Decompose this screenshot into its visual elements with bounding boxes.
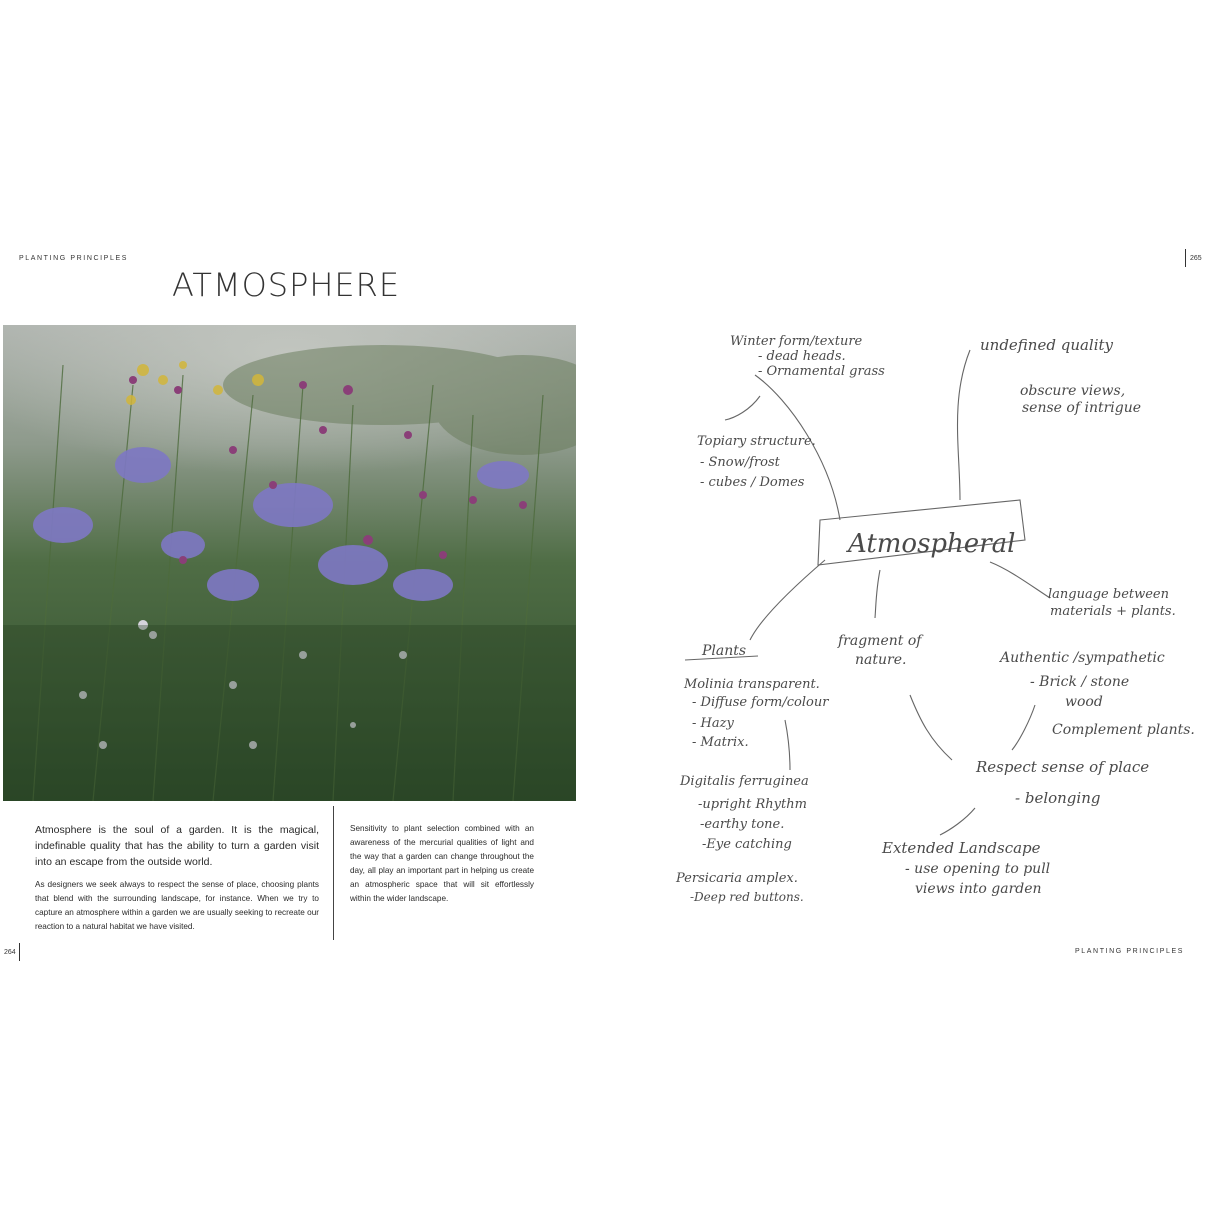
sketch-language: language between [1048,587,1169,602]
column-divider [333,806,334,940]
sketch-persicaria: Persicaria amplex. [676,871,798,886]
sketch-text: sense of intrigue [1022,400,1142,416]
page-title: ATMOSPHERE [172,266,401,304]
body-paragraph-3: Sensitivity to plant selection combined with an awareness of the mercurial qualities of light and the way that a garden can change throughout the day, all play an important part in helping us create an atmospheric space that will sit effortlessly within the wider landscape. [350,824,534,903]
folio-rule-right [1185,249,1186,267]
running-head-right: PLANTING PRINCIPLES [1075,948,1184,955]
sketch-text: - Diffuse form/colour [692,695,829,710]
sketch-text: - Ornamental grass [758,364,885,379]
sketch-text: - dead heads. [758,349,846,364]
garden-photo [3,325,576,801]
sketch-text: - use opening to pull [905,861,1051,877]
sketch-text: - Snow/frost [700,455,780,470]
sketch-text: wood [1065,694,1103,710]
sketch-text: obscure views, [1020,383,1126,399]
sketch-digitalis: Digitalis ferruginea [680,774,809,789]
sketch-text: - Matrix. [692,735,749,750]
sketch-plants-heading: Plants [702,643,747,659]
sketch-text: - Brick / stone [1030,674,1130,690]
sketch-text: -upright Rhythm [698,797,807,812]
folio-rule-left [19,943,20,961]
sketch-text: materials + plants. [1050,604,1176,619]
sketch-fragment: fragment of [838,633,922,649]
sketch-authentic: Authentic /sympathetic [1000,650,1165,666]
mind-map-sketch [640,300,1208,940]
sketch-text: - Hazy [692,716,734,731]
sketch-extended: Extended Landscape [882,839,1041,857]
sketch-winter-form: Winter form/texture [730,334,863,349]
sketch-text: nature. [855,652,907,668]
sketch-respect: Respect sense of place [976,758,1150,776]
sketch-undefined-quality: undefined quality [980,336,1114,354]
sketch-text: - belonging [1015,789,1101,807]
sketch-text: -earthy tone. [700,817,785,832]
sketch-center-label: Atmospheral [848,529,1016,559]
sketch-molinia: Molinia transparent. [684,677,820,692]
sketch-topiary: Topiary structure. [697,434,816,449]
sketch-text: views into garden [915,881,1042,897]
lead-paragraph: Atmosphere is the soul of a garden. It is the magical, indefinable quality that has the ability to turn a garden visit into an escape from the outside world. [35,824,319,868]
sketch-text: -Eye catching [702,837,792,852]
sketch-text: -Deep red buttons. [690,890,804,904]
running-head-left: PLANTING PRINCIPLES [19,255,128,262]
sketch-text: Complement plants. [1052,722,1195,738]
page-number-left: 264 [4,949,16,956]
body-paragraph-2: As designers we seek always to respect the sense of place, choosing plants that blend with the surrounding landscape, for instance. When we try to capture an atmosphere within a garden we are usually seeking to recreate our reaction to a natural habitat we have visited. [35,880,319,931]
sketch-text: - cubes / Domes [700,475,805,490]
page-number-right: 265 [1190,255,1202,262]
